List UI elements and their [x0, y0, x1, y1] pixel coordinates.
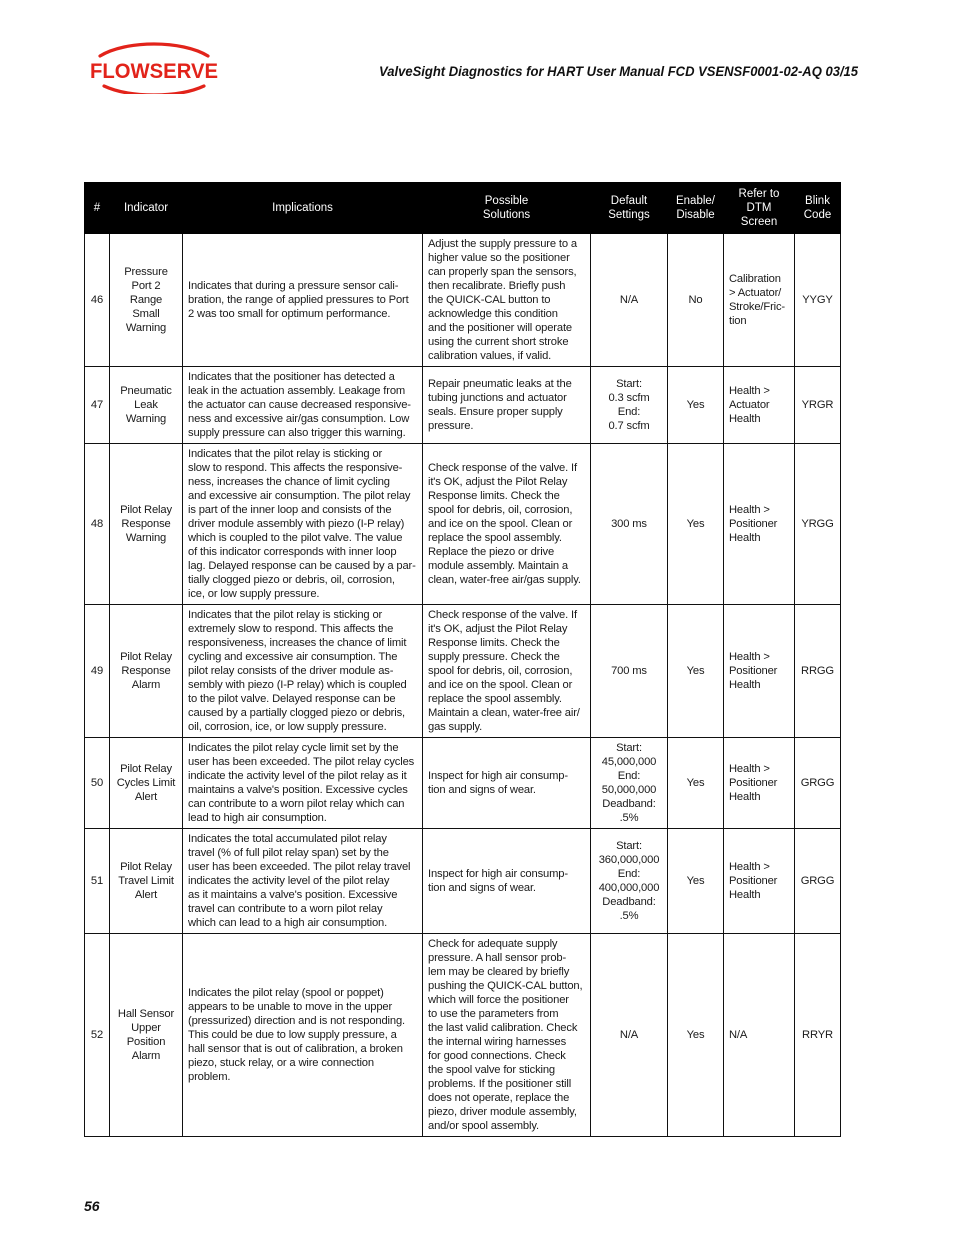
col-header-solutions: Possible Solutions: [423, 183, 591, 234]
table-row: [85, 367, 841, 444]
row-number: 52: [85, 934, 110, 1137]
enable-disable: No: [668, 234, 724, 367]
blink-code: RRGG: [795, 605, 841, 738]
solutions-text: Inspect for high air consump- tion and signs of wear.: [423, 738, 591, 829]
brand-name: FLOWSERVE: [90, 60, 218, 83]
implications-text: Indicates the total accumulated pilot relay travel (% of full pilot relay span) set by the user has been exceeded. The pilot relay travel indicates the activity level of the pilot relay as it maintains a valve's position. Excessive travel can contribute to a worn pilot relay which can lead to a high air consumption.: [183, 829, 423, 934]
table-row: [85, 605, 841, 738]
table-row: [85, 934, 841, 1137]
col-header-dtm-screen: Refer to DTM Screen: [724, 183, 795, 234]
dtm-screen: Calibration > Actuator/ Stroke/Fric- tion: [724, 234, 795, 367]
table-row: [85, 738, 841, 829]
indicator-name: Pressure Port 2 Range Small Warning: [110, 234, 183, 367]
default-settings: N/A: [591, 234, 668, 367]
default-settings: 700 ms: [591, 605, 668, 738]
table-row: [85, 234, 841, 367]
document-title: ValveSight Diagnostics for HART User Manual FCD VSENSF0001-02-AQ 03/15: [379, 63, 858, 79]
dtm-screen: N/A: [724, 934, 795, 1137]
implications-text: Indicates that during a pressure sensor cali- bration, the range of applied pressures to Port 2 was too small for optimum performance.: [183, 234, 423, 367]
indicator-name: Pilot Relay Travel Limit Alert: [110, 829, 183, 934]
indicator-table: [84, 182, 841, 1137]
indicator-name: Pneumatic Leak Warning: [110, 367, 183, 444]
blink-code: YRGR: [795, 367, 841, 444]
dtm-screen: Health > Positioner Health: [724, 605, 795, 738]
enable-disable: Yes: [668, 367, 724, 444]
implications-text: Indicates the pilot relay (spool or poppet) appears to be unable to move in the upper (pressurized) direction and is not responding. This could be due to low supply pressure, a hall sensor that is out of calibration, a broken piezo, stuck relay, or a wire connection problem.: [183, 934, 423, 1137]
dtm-screen: Health > Positioner Health: [724, 444, 795, 605]
enable-disable: Yes: [668, 934, 724, 1137]
dtm-screen: Health > Positioner Health: [724, 738, 795, 829]
row-number: 48: [85, 444, 110, 605]
blink-code: GRGG: [795, 738, 841, 829]
blink-code: YRGG: [795, 444, 841, 605]
implications-text: Indicates the pilot relay cycle limit set by the user has been exceeded. The pilot relay cycles indicate the activity level of the pilot relay as it maintains a valve's position. Excessive cycles can contribute to a worn pilot relay which can lead to high air consumption.: [183, 738, 423, 829]
page-number: 56: [84, 1198, 100, 1214]
table-header-row: [85, 183, 841, 234]
default-settings: 300 ms: [591, 444, 668, 605]
enable-disable: Yes: [668, 738, 724, 829]
indicator-name: Pilot Relay Response Alarm: [110, 605, 183, 738]
table-row: [85, 829, 841, 934]
row-number: 46: [85, 234, 110, 367]
enable-disable: Yes: [668, 444, 724, 605]
enable-disable: Yes: [668, 605, 724, 738]
table-row: [85, 444, 841, 605]
col-header-implications: Implications: [183, 183, 423, 234]
default-settings: Start: 45,000,000 End: 50,000,000 Deadband: .5%: [591, 738, 668, 829]
col-header-enable-disable: Enable/ Disable: [668, 183, 724, 234]
implications-text: Indicates that the pilot relay is sticking or slow to respond. This affects the responsive- ness, increases the chance of limit cycling and excessive air consumption. The pilot relay is part of the inner loop and consists of the driver module assembly with piezo (I-P relay) which is coupled to the pilot valve. The value of this indicator corresponds with inner loop lag. Delayed response can be caused by a par- tially clogged piezo or debris, oil, corrosion, ice, or low supply pressure.: [183, 444, 423, 605]
default-settings: N/A: [591, 934, 668, 1137]
col-header-blink-code: Blink Code: [795, 183, 841, 234]
solutions-text: Check for adequate supply pressure. A hall sensor prob- lem may be cleared by briefly pushing the QUICK-CAL button, which will force the positioner to use the parameters from the last valid calibration. Check the internal wiring harnesses for good connections. Check the spool valve for sticking problems. If the positioner still does not operate, replace the piezo, driver module assembly, and/or spool assembly.: [423, 934, 591, 1137]
default-settings: Start: 0.3 scfm End: 0.7 scfm: [591, 367, 668, 444]
solutions-text: Check response of the valve. If it's OK, adjust the Pilot Relay Response limits. Check the spool for debris, oil, corrosion, and ice on the spool. Clean or replace the spool assembly. Replace the piezo or drive module assembly. Maintain a clean, water-free air/gas supply.: [423, 444, 591, 605]
col-header-indicator: Indicator: [110, 183, 183, 234]
blink-code: RRYR: [795, 934, 841, 1137]
indicator-name: Pilot Relay Response Warning: [110, 444, 183, 605]
flowserve-logo: [86, 42, 222, 94]
implications-text: Indicates that the pilot relay is sticking or extremely slow to respond. This affects the responsiveness, increases the chance of limit cycling and excessive air consumption. The pilot relay consists of the driver module as- sembly with piezo (I-P relay) which is coupled to the pilot valve. Delayed response can be caused by a partially clogged piezo or debris, oil, corrosion, ice, or low supply pressure.: [183, 605, 423, 738]
solutions-text: Adjust the supply pressure to a higher value so the positioner can properly span the sensors, then recalibrate. Briefly push the QUICK-CAL button to acknowledge this condition and the positioner will operate using the current short stroke calibration values, if valid.: [423, 234, 591, 367]
row-number: 47: [85, 367, 110, 444]
solutions-text: Check response of the valve. If it's OK, adjust the Pilot Relay Response limits. Check the supply pressure. Check the spool for debris, oil, corrosion, and ice on the spool. Clean or replace the spool assembly. Maintain a clean, water-free air/ gas supply.: [423, 605, 591, 738]
blink-code: YYGY: [795, 234, 841, 367]
col-header-number: #: [85, 183, 110, 234]
implications-text: Indicates that the positioner has detected a leak in the actuation assembly. Leakage from the actuator can cause decreased responsive- ness and excessive air/gas consumption. Low supply pressure can also trigger this warning.: [183, 367, 423, 444]
row-number: 50: [85, 738, 110, 829]
solutions-text: Repair pneumatic leaks at the tubing junctions and actuator seals. Ensure proper supply pressure.: [423, 367, 591, 444]
indicator-name: Pilot Relay Cycles Limit Alert: [110, 738, 183, 829]
blink-code: GRGG: [795, 829, 841, 934]
default-settings: Start: 360,000,000 End: 400,000,000 Deadband: .5%: [591, 829, 668, 934]
indicator-name: Hall Sensor Upper Position Alarm: [110, 934, 183, 1137]
enable-disable: Yes: [668, 829, 724, 934]
row-number: 49: [85, 605, 110, 738]
solutions-text: Inspect for high air consump- tion and signs of wear.: [423, 829, 591, 934]
row-number: 51: [85, 829, 110, 934]
dtm-screen: Health > Positioner Health: [724, 829, 795, 934]
dtm-screen: Health > Actuator Health: [724, 367, 795, 444]
col-header-default-settings: Default Settings: [591, 183, 668, 234]
